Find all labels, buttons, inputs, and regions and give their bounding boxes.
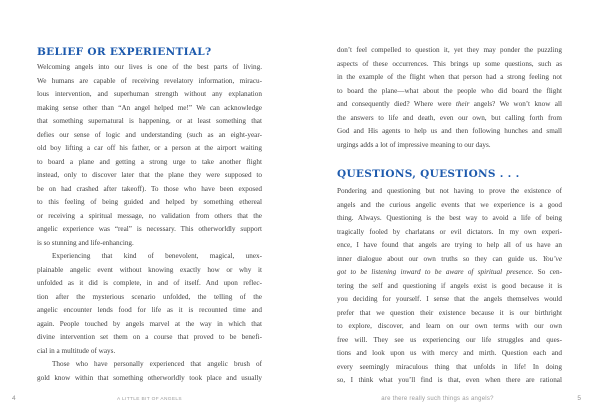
body-line: to explore, discover, and learn on our own terms with our own xyxy=(337,322,562,330)
body-line: ence, I have found that angels are trying to help all of us have an xyxy=(337,241,562,249)
body-line: to board the plane—what about the people who did board the flight xyxy=(337,86,562,95)
body-line: that something supernatural is happening, or at least something that xyxy=(37,117,262,125)
body-line: tragically fooled by charlatans or evil dictators. In my own experi- xyxy=(337,227,562,236)
body-line: Pondering and questioning but not having to prove the existence of xyxy=(337,187,562,195)
body-line: angelic experience was “real” is necessary. This otherworldly support xyxy=(37,225,262,233)
right-page-content xyxy=(337,44,562,388)
body-line: Welcoming angels into our lives is one of the best parts of living. xyxy=(37,63,262,71)
body-line: the answers to life and death, even our own, but calling forth from xyxy=(337,113,562,122)
body-line: divine intervention set them on a course that proved to be benefi- xyxy=(37,333,262,341)
body-line: thing. Always. Questioning is the best way to avoid a life of being xyxy=(337,214,562,222)
section-heading: BELIEF OR EXPERIENTIAL? xyxy=(37,46,212,58)
body-line: urgings adds a lot of impressive meaning to our days. xyxy=(337,140,491,149)
body-line: Those who have personally experienced that angelic brush of xyxy=(52,360,262,368)
left-page-content xyxy=(37,44,262,385)
body-line: tions and look upon us with mercy and mirth. Question each and xyxy=(337,349,562,357)
body-line: cial in a multitude of ways. xyxy=(37,346,116,355)
body-line: or receiving a spiritual message, no validation from others that the xyxy=(37,211,262,220)
body-line: in the example of the flight when that person had a strong feeling not xyxy=(337,73,562,81)
running-footer-left: A LITTLE BIT OF ANGELS xyxy=(117,397,182,402)
body-line: instead, only to discover later that the plane they were supposed to xyxy=(37,171,262,179)
body-line: We humans are capable of receiving revelatory information, miracu- xyxy=(37,76,262,85)
body-line: is so stunning and life-enhancing. xyxy=(37,238,134,247)
body-line: old boy lifting a car off his father, or a person at the airport waiting xyxy=(37,144,262,152)
body-line: got to be listening inward to be aware of spiritual presence. So cen- xyxy=(337,268,562,276)
running-footer-right: are there really such things as angels? xyxy=(381,396,494,402)
body-line: gold know within that something otherworldly took place and usually xyxy=(37,373,262,382)
body-line: making sense other than “An angel helped me!” We can acknowledge xyxy=(37,103,262,112)
body-line: to board a plane and getting a strong urge to take another flight xyxy=(37,157,262,166)
body-line: lous intervention, and superhuman strength without any explanation xyxy=(37,90,262,98)
body-line: angels and the curious angelic events that we experience is a good xyxy=(337,200,562,209)
body-line: and consequently died? Where were their angels? We won’t know all xyxy=(337,100,562,108)
body-line: tion after the mysterious scenario unfolded, the telling of the xyxy=(37,292,262,301)
body-line: free will. They see us experiencing our life struggles and ques- xyxy=(337,335,562,344)
body-line: again. People touched by angels marvel at the way in which that xyxy=(37,319,262,328)
body-line: tering the self and questioning if angels exist is good because it is xyxy=(337,281,562,290)
body-line: to this feeling of being guided and helped by something ethereal xyxy=(37,198,262,206)
body-line: unfolded as it did is complete, in and of itself. And upon reflec- xyxy=(37,279,262,287)
body-line: every seemingly miraculous thing that unfolds in life! In doing xyxy=(337,362,562,371)
body-line: inner dialogue about our own truths so they can guide us. You’ve xyxy=(337,254,562,263)
page-number-left: 4 xyxy=(12,395,16,402)
body-line: aspects of these occurrences. This brings up some questions, such as xyxy=(337,59,562,68)
body-line: you deciding for yourself. I sense that the angels themselves would xyxy=(337,295,562,303)
body-line: angelic encounter lends food for life as it is recounted time and xyxy=(37,306,262,314)
section-heading: QUESTIONS, QUESTIONS . . . xyxy=(337,168,520,180)
body-line: Experiencing that kind of benevolent, magical, unex- xyxy=(52,252,262,260)
body-line: prefer that we question their existence because it is our birthright xyxy=(337,308,562,317)
body-line: don’t feel compelled to question it, yet they may ponder the puzzling xyxy=(337,46,562,54)
body-line: so, I think what you’ll find is that, even when there are rational xyxy=(337,376,562,384)
body-line: plainable angelic event without knowing exactly how or why it xyxy=(37,265,262,274)
page-number-right: 5 xyxy=(577,395,581,402)
body-line: defies our sense of logic and understanding (such as an eight-year- xyxy=(37,130,262,139)
body-line: be on had crashed after takeoff). To those who have been exposed xyxy=(37,184,262,193)
body-line: God and His agents to help us and then following hunches and small xyxy=(337,127,562,135)
